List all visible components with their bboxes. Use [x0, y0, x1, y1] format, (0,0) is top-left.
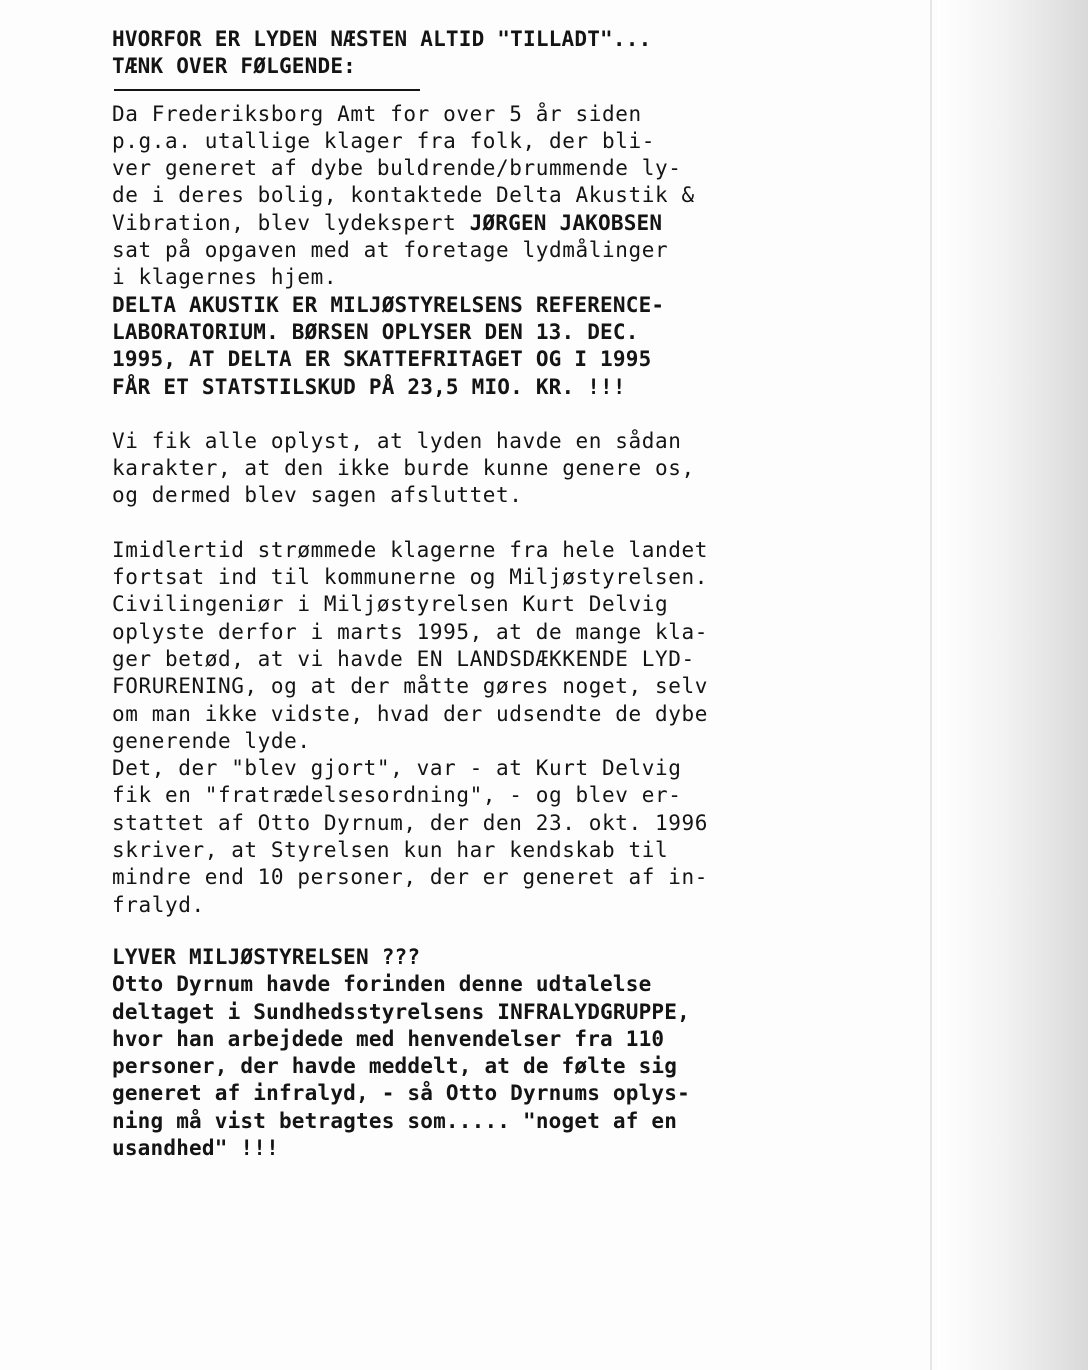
paragraph-3	[112, 537, 872, 919]
text-line: FORURENING, og at der måtte gøres noget, selv	[112, 674, 708, 699]
text-segment: Vibration, blev lydekspert	[112, 210, 470, 235]
paragraph-gap	[112, 401, 872, 428]
text-line: skriver, at Styrelsen kun har kendskab til	[112, 838, 669, 863]
text-line: Vi fik alle oplyst, at lyden havde en sådan	[112, 428, 682, 453]
text-line: ger betød, at vi havde EN LANDSDÆKKENDE LYD-	[112, 646, 695, 671]
bold-line: LABORATORIUM. BØRSEN OPLYSER DEN 13. DEC.	[112, 319, 639, 344]
text-line: generende lyde.	[112, 728, 311, 753]
heading-line-1: HVORFOR ER LYDEN NÆSTEN ALTID "TILLADT"...	[112, 27, 652, 51]
text-line: p.g.a. utallige klager fra folk, der bli-	[112, 128, 655, 153]
text-line: Da Frederiksborg Amt for over 5 år siden	[112, 101, 642, 126]
paragraph-2	[112, 428, 872, 510]
paragraph-gap	[112, 510, 872, 537]
paragraph-1	[112, 101, 872, 401]
text-line: og dermed blev sagen afsluttet.	[112, 483, 523, 508]
text-line: om man ikke vidste, hvad der udsendte de dybe	[112, 701, 708, 726]
bold-line: Otto Dyrnum havde forinden denne udtalelse	[112, 972, 652, 997]
text-line: Det, der "blev gjort", var - at Kurt Delvig	[112, 756, 682, 781]
bold-line: FÅR ET STATSTILSKUD PÅ 23,5 MIO. KR. !!!	[112, 374, 626, 399]
text-line: karakter, at den ikke burde kunne genere os,	[112, 456, 695, 481]
text-line: Civilingeniør i Miljøstyrelsen Kurt Delvig	[112, 592, 669, 617]
text-line: fortsat ind til kommunerne og Miljøstyrelsen.	[112, 565, 708, 590]
text-line: Imidlertid strømmede klagerne fra hele landet	[112, 537, 708, 562]
text-line: sat på opgaven med at foretage lydmålinger	[112, 238, 669, 263]
bold-line: generet af infralyd, - så Otto Dyrnums oplys-	[112, 1081, 690, 1106]
page-fold-line	[930, 0, 932, 1370]
expert-name: JØRGEN JAKOBSEN	[469, 210, 663, 235]
heading-underline	[114, 89, 420, 91]
paragraph-gap	[112, 919, 872, 944]
bold-line: usandhed" !!!	[112, 1135, 279, 1160]
text-line: ver generet af dybe buldrende/brummende ly-	[112, 156, 682, 181]
text-line: i klagernes hjem.	[112, 265, 338, 290]
text-line: fik en "fratrædelsesordning", - og blev er-	[112, 783, 682, 808]
closing-heading: LYVER MILJØSTYRELSEN ???	[112, 944, 421, 969]
closing-section	[112, 944, 872, 1162]
text-line: fralyd.	[112, 892, 205, 917]
bold-line: ning må vist betragtes som..... "noget af en	[112, 1108, 678, 1133]
text-line: oplyste derfor i marts 1995, at de mange kla-	[112, 619, 708, 644]
page-shadow-edge	[938, 0, 1088, 1370]
bold-line: deltaget i Sundhedsstyrelsens INFRALYDGRUPPE,	[112, 999, 690, 1024]
bold-line: 1995, AT DELTA ER SKATTEFRITAGET OG I 1995	[112, 347, 652, 372]
bold-line: hvor han arbejdede med henvendelser fra 110	[112, 1026, 665, 1051]
document-body	[112, 26, 872, 1162]
text-line: mindre end 10 personer, der er generet af in-	[112, 865, 708, 890]
text-line	[112, 210, 872, 237]
bold-line: personer, der havde meddelt, at de følte sig	[112, 1054, 678, 1079]
bold-line: DELTA AKUSTIK ER MILJØSTYRELSENS REFERENCE-	[112, 292, 665, 317]
text-line: stattet af Otto Dyrnum, der den 23. okt. 1996	[112, 810, 708, 835]
heading-line-2: TÆNK OVER FØLGENDE:	[112, 54, 357, 79]
text-line: de i deres bolig, kontaktede Delta Akustik &	[112, 183, 695, 208]
